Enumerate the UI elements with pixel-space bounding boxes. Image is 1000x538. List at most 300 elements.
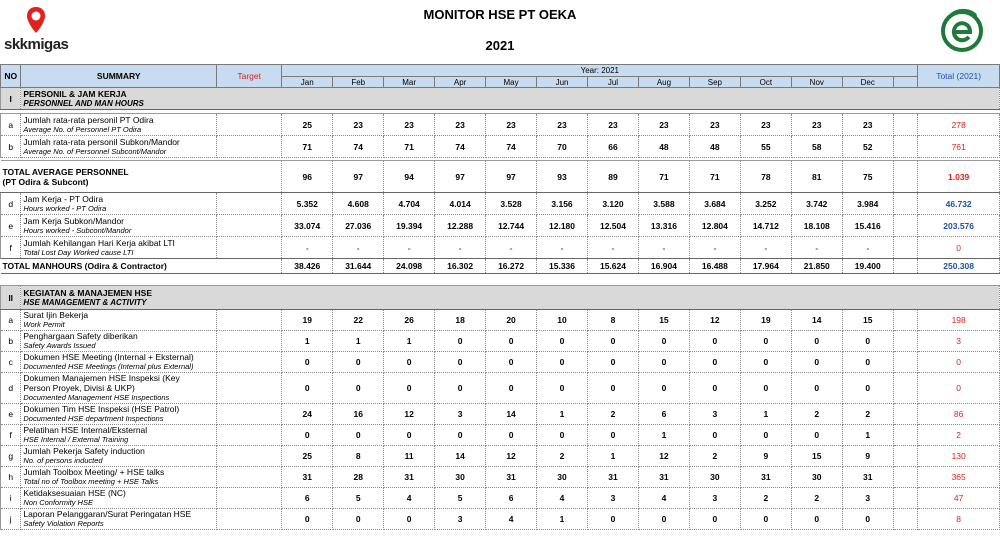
month-value: 1 bbox=[842, 425, 893, 446]
month-value: 30 bbox=[537, 467, 588, 488]
month-value: 75 bbox=[842, 161, 893, 193]
row-sublabel: Documented HSE Meetings (Internal plus External) bbox=[23, 362, 194, 371]
month-value: 3.156 bbox=[537, 193, 588, 215]
month-value: 3.120 bbox=[588, 193, 639, 215]
month-value: 31 bbox=[842, 467, 893, 488]
month-header: Dec bbox=[842, 77, 893, 88]
hse-summary-table bbox=[0, 64, 1000, 530]
month-value: 8 bbox=[333, 446, 384, 467]
month-header: Jun bbox=[537, 77, 588, 88]
month-value: 8 bbox=[588, 310, 639, 331]
row-sublabel: Hours worked - Subcont/Mandor bbox=[23, 225, 132, 235]
month-value: 0 bbox=[791, 331, 842, 352]
month-value: 0 bbox=[282, 509, 333, 530]
month-value: 3.528 bbox=[486, 193, 537, 215]
month-value: 0 bbox=[486, 425, 537, 446]
month-value: 25 bbox=[282, 446, 333, 467]
row-sublabel: Hours worked - PT Odira bbox=[23, 203, 107, 213]
month-value: 5 bbox=[435, 488, 486, 509]
target-cell bbox=[217, 373, 282, 404]
row-label: Ketidaksesuaian HSE (NC) bbox=[23, 488, 126, 498]
month-value: 0 bbox=[689, 509, 740, 530]
month-value: 0 bbox=[588, 509, 639, 530]
month-value: 14 bbox=[486, 404, 537, 425]
month-header: Apr bbox=[435, 77, 486, 88]
month-value: 9 bbox=[842, 446, 893, 467]
month-value: 70 bbox=[537, 136, 588, 158]
month-value: 96 bbox=[282, 161, 333, 193]
row-label: Jam Kerja - PT Odira bbox=[23, 193, 104, 204]
row-sublabel: Total Lost Day Worked cause LTI bbox=[23, 247, 134, 257]
month-value: 48 bbox=[689, 136, 740, 158]
month-value: 0 bbox=[384, 509, 435, 530]
spacer-cell bbox=[893, 509, 918, 530]
month-value: 0 bbox=[740, 331, 791, 352]
month-value: 0 bbox=[537, 425, 588, 446]
month-value: 12 bbox=[638, 446, 689, 467]
month-value: 0 bbox=[282, 373, 333, 404]
row-total: 761 bbox=[918, 136, 1000, 158]
row-total: 3 bbox=[918, 331, 1000, 352]
spacer-cell bbox=[893, 237, 918, 259]
spacer-cell bbox=[893, 259, 918, 274]
row-label-cell bbox=[21, 237, 217, 259]
month-value: 55 bbox=[740, 136, 791, 158]
month-value: 31 bbox=[282, 467, 333, 488]
row-label-cell bbox=[21, 136, 217, 158]
month-value: 4 bbox=[537, 488, 588, 509]
month-value: 11 bbox=[384, 446, 435, 467]
month-value: 0 bbox=[333, 352, 384, 373]
row-letter: e bbox=[1, 215, 21, 237]
month-value: 23 bbox=[842, 114, 893, 136]
section-subtitle: PERSONNEL AND MAN HOURS bbox=[23, 99, 144, 108]
month-header: Sep bbox=[689, 77, 740, 88]
row-label: Laporan Pelanggaran/Surat Peringatan HSE bbox=[23, 509, 192, 519]
month-value: 1 bbox=[384, 331, 435, 352]
table-row bbox=[1, 404, 1000, 425]
row-sublabel: Total no of Toolbox meeting + HSE Talks bbox=[23, 477, 159, 486]
month-value: 81 bbox=[791, 161, 842, 193]
month-header: Jan bbox=[282, 77, 333, 88]
month-value: 6 bbox=[638, 404, 689, 425]
month-value: 1 bbox=[333, 331, 384, 352]
month-value: 0 bbox=[435, 373, 486, 404]
row-total: 365 bbox=[918, 467, 1000, 488]
month-value: 38.426 bbox=[282, 259, 333, 274]
month-value: 3.252 bbox=[740, 193, 791, 215]
month-value: 0 bbox=[740, 373, 791, 404]
month-value: 23 bbox=[333, 114, 384, 136]
row-letter: b bbox=[1, 331, 21, 352]
table-row bbox=[1, 352, 1000, 373]
month-value: 0 bbox=[588, 425, 639, 446]
month-value: 71 bbox=[384, 136, 435, 158]
target-cell bbox=[217, 352, 282, 373]
month-value: 71 bbox=[638, 161, 689, 193]
spacer-cell bbox=[893, 161, 918, 193]
month-value: 13.316 bbox=[638, 215, 689, 237]
spacer-cell bbox=[893, 331, 918, 352]
month-value: 30 bbox=[435, 467, 486, 488]
table-row bbox=[1, 136, 1000, 158]
month-value: 31 bbox=[638, 467, 689, 488]
row-letter: b bbox=[1, 136, 21, 158]
month-value: 25 bbox=[282, 114, 333, 136]
total-label-cell bbox=[1, 259, 282, 274]
row-total: 203.576 bbox=[918, 215, 1000, 237]
month-value: 93 bbox=[537, 161, 588, 193]
month-value: 0 bbox=[486, 352, 537, 373]
month-value: 3.684 bbox=[689, 193, 740, 215]
month-value: 3 bbox=[435, 509, 486, 530]
month-value: 28 bbox=[333, 467, 384, 488]
table-row bbox=[1, 488, 1000, 509]
row-sublabel: Average No. of Personnel Subcont/Mandor bbox=[23, 146, 167, 156]
month-value: 0 bbox=[740, 425, 791, 446]
month-value: 20 bbox=[486, 310, 537, 331]
month-value: 1 bbox=[537, 509, 588, 530]
month-value: - bbox=[486, 237, 537, 259]
row-letter: d bbox=[1, 193, 21, 215]
month-value: 0 bbox=[588, 373, 639, 404]
month-value: 0 bbox=[588, 352, 639, 373]
col-no-header: NO bbox=[1, 65, 21, 88]
table-row bbox=[1, 446, 1000, 467]
report-year: 2021 bbox=[485, 38, 515, 53]
section-subtitle: HSE MANAGEMENT & ACTIVITY bbox=[23, 298, 147, 307]
month-value: 66 bbox=[588, 136, 639, 158]
month-value: 10 bbox=[537, 310, 588, 331]
month-value: - bbox=[537, 237, 588, 259]
table-row bbox=[1, 373, 1000, 404]
row-letter: d bbox=[1, 373, 21, 404]
target-cell bbox=[217, 136, 282, 158]
row-total: 47 bbox=[918, 488, 1000, 509]
spacer-cell bbox=[893, 467, 918, 488]
row-total: 1.039 bbox=[918, 161, 1000, 193]
month-value: 89 bbox=[588, 161, 639, 193]
row-total: 46.732 bbox=[918, 193, 1000, 215]
table-row bbox=[1, 193, 1000, 215]
row-label: Pelatihan HSE Internal/Eksternal bbox=[23, 425, 148, 435]
table-row bbox=[1, 259, 1000, 274]
month-value: 97 bbox=[486, 161, 537, 193]
month-value: 0 bbox=[537, 373, 588, 404]
month-value: 12.288 bbox=[435, 215, 486, 237]
row-letter: f bbox=[1, 237, 21, 259]
brand-name: skkmigas bbox=[4, 36, 69, 53]
month-value: 58 bbox=[791, 136, 842, 158]
month-value: 0 bbox=[333, 425, 384, 446]
row-letter: j bbox=[1, 509, 21, 530]
month-value: 1 bbox=[537, 404, 588, 425]
target-cell bbox=[217, 446, 282, 467]
month-value: 3.984 bbox=[842, 193, 893, 215]
month-value: 23 bbox=[588, 114, 639, 136]
month-value: 24.098 bbox=[384, 259, 435, 274]
row-label-cell bbox=[21, 446, 217, 467]
month-value: 30 bbox=[689, 467, 740, 488]
month-value: 0 bbox=[842, 373, 893, 404]
row-label-cell bbox=[21, 114, 217, 136]
row-sublabel: Documented HSE department Inspections bbox=[23, 414, 164, 423]
row-total: 130 bbox=[918, 446, 1000, 467]
row-label: Jumlah rata-rata personil PT Odira bbox=[23, 114, 154, 125]
table-row bbox=[1, 310, 1000, 331]
section-title-cell bbox=[21, 286, 1000, 310]
month-value: 0 bbox=[435, 331, 486, 352]
row-sublabel: HSE Internal / External Training bbox=[23, 435, 129, 444]
month-value: 21.850 bbox=[791, 259, 842, 274]
month-value: 3 bbox=[435, 404, 486, 425]
month-value: 5.352 bbox=[282, 193, 333, 215]
month-value: 2 bbox=[740, 488, 791, 509]
month-header: Jul bbox=[588, 77, 639, 88]
row-total: 198 bbox=[918, 310, 1000, 331]
month-value: 12.744 bbox=[486, 215, 537, 237]
spacer-cell bbox=[893, 373, 918, 404]
month-value: 15.336 bbox=[537, 259, 588, 274]
month-value: 5 bbox=[333, 488, 384, 509]
spacer-cell bbox=[893, 193, 918, 215]
month-value: - bbox=[384, 237, 435, 259]
month-value: 33.074 bbox=[282, 215, 333, 237]
month-value: 14 bbox=[435, 446, 486, 467]
month-value: 23 bbox=[689, 114, 740, 136]
row-label: Penghargaan Safety diberikan bbox=[23, 331, 138, 341]
month-value: 27.036 bbox=[333, 215, 384, 237]
month-value: 31 bbox=[740, 467, 791, 488]
table-row bbox=[1, 425, 1000, 446]
month-value: 0 bbox=[384, 425, 435, 446]
row-sublabel: No. of persons inducted bbox=[23, 456, 103, 465]
month-value: 31 bbox=[486, 467, 537, 488]
row-label-cell bbox=[21, 425, 217, 446]
month-value: 78 bbox=[740, 161, 791, 193]
month-value: 15 bbox=[791, 446, 842, 467]
month-value: 0 bbox=[638, 352, 689, 373]
target-cell bbox=[217, 310, 282, 331]
row-total: 86 bbox=[918, 404, 1000, 425]
month-value: 3.588 bbox=[638, 193, 689, 215]
target-cell bbox=[217, 467, 282, 488]
row-label: Surat Ijin Bekerja bbox=[23, 310, 89, 320]
target-cell bbox=[217, 404, 282, 425]
section-title-cell bbox=[21, 88, 1000, 110]
month-value: 15.624 bbox=[588, 259, 639, 274]
month-header: May bbox=[486, 77, 537, 88]
month-value: 16.272 bbox=[486, 259, 537, 274]
row-label-cell bbox=[21, 215, 217, 237]
target-cell bbox=[217, 509, 282, 530]
section-title: PERSONIL & JAM KERJA bbox=[23, 89, 127, 99]
table-row bbox=[1, 161, 1000, 193]
row-letter: g bbox=[1, 446, 21, 467]
month-value: 3 bbox=[842, 488, 893, 509]
month-value: 3 bbox=[588, 488, 639, 509]
table-row bbox=[1, 509, 1000, 530]
section-header-row bbox=[1, 88, 1000, 110]
month-value: 17.964 bbox=[740, 259, 791, 274]
spacer-cell bbox=[893, 114, 918, 136]
month-value: 4.608 bbox=[333, 193, 384, 215]
month-header: Aug bbox=[638, 77, 689, 88]
month-value: 0 bbox=[842, 509, 893, 530]
report-header bbox=[0, 0, 1000, 64]
month-value: 18 bbox=[435, 310, 486, 331]
row-letter: a bbox=[1, 310, 21, 331]
month-value: 15.416 bbox=[842, 215, 893, 237]
month-value: 1 bbox=[740, 404, 791, 425]
month-value: 16.488 bbox=[689, 259, 740, 274]
row-label-cell bbox=[21, 193, 217, 215]
month-value: 23 bbox=[384, 114, 435, 136]
row-total: 250.308 bbox=[918, 259, 1000, 274]
row-label-cell bbox=[21, 404, 217, 425]
month-value: 23 bbox=[486, 114, 537, 136]
month-value: 0 bbox=[740, 509, 791, 530]
month-value: 14 bbox=[791, 310, 842, 331]
month-value: 12.180 bbox=[537, 215, 588, 237]
target-cell bbox=[217, 193, 282, 215]
month-value: 2 bbox=[537, 446, 588, 467]
total-label-cell bbox=[1, 161, 282, 193]
month-value: - bbox=[740, 237, 791, 259]
target-cell bbox=[217, 425, 282, 446]
row-label-cell bbox=[21, 310, 217, 331]
spacer-cell bbox=[893, 404, 918, 425]
row-label-cont: Person Proyek, Divisi & UKP) bbox=[23, 383, 135, 393]
month-value: 1 bbox=[282, 331, 333, 352]
row-sublabel: Safety Violation Reports bbox=[23, 519, 104, 528]
spacer-cell bbox=[893, 352, 918, 373]
month-header: Nov bbox=[791, 77, 842, 88]
month-value: 4.704 bbox=[384, 193, 435, 215]
month-value: 0 bbox=[435, 425, 486, 446]
month-value: 31 bbox=[588, 467, 639, 488]
row-label-cell bbox=[21, 352, 217, 373]
month-header-spacer bbox=[893, 77, 918, 88]
month-value: 0 bbox=[282, 352, 333, 373]
row-sublabel: Documented Management HSE Inspections bbox=[23, 393, 170, 402]
col-year-header: Year: 2021 bbox=[282, 65, 918, 77]
month-value: 31.644 bbox=[333, 259, 384, 274]
row-sublabel: Non Conformity HSE bbox=[23, 498, 93, 507]
row-total: 0 bbox=[918, 352, 1000, 373]
total-sublabel: (PT Odira & Subcont) bbox=[2, 176, 89, 187]
month-value: 0 bbox=[537, 352, 588, 373]
row-label: Jumlah rata-rata personil Subkon/Mandor bbox=[23, 136, 180, 147]
row-letter: h bbox=[1, 467, 21, 488]
month-value: 12.504 bbox=[588, 215, 639, 237]
row-label-cell bbox=[21, 509, 217, 530]
month-value: - bbox=[842, 237, 893, 259]
row-letter: i bbox=[1, 488, 21, 509]
target-cell bbox=[217, 237, 282, 259]
month-value: - bbox=[791, 237, 842, 259]
month-value: - bbox=[282, 237, 333, 259]
row-total: 2 bbox=[918, 425, 1000, 446]
spacer-cell bbox=[893, 310, 918, 331]
month-value: 0 bbox=[638, 373, 689, 404]
month-value: 19.400 bbox=[842, 259, 893, 274]
row-label: Dokumen HSE Meeting (Internal + Eksternal) bbox=[23, 352, 194, 362]
month-header: Feb bbox=[333, 77, 384, 88]
month-value: 16.904 bbox=[638, 259, 689, 274]
row-letter: a bbox=[1, 114, 21, 136]
month-value: 74 bbox=[486, 136, 537, 158]
month-value: 94 bbox=[384, 161, 435, 193]
month-value: 0 bbox=[740, 352, 791, 373]
month-value: 23 bbox=[537, 114, 588, 136]
col-summary-header: SUMMARY bbox=[21, 65, 217, 88]
row-label-cell bbox=[21, 373, 217, 404]
month-value: 71 bbox=[282, 136, 333, 158]
month-value: 0 bbox=[333, 373, 384, 404]
page-title: MONITOR HSE PT OEKA bbox=[423, 7, 577, 22]
month-value: 4 bbox=[486, 509, 537, 530]
table-row bbox=[1, 215, 1000, 237]
month-value: 4 bbox=[384, 488, 435, 509]
month-header: Oct bbox=[740, 77, 791, 88]
total-label: TOTAL AVERAGE PERSONNEL bbox=[2, 166, 129, 177]
spacer-cell bbox=[893, 425, 918, 446]
month-value: 74 bbox=[435, 136, 486, 158]
table-row bbox=[1, 114, 1000, 136]
month-value: 71 bbox=[689, 161, 740, 193]
section-header-row bbox=[1, 286, 1000, 310]
target-cell bbox=[217, 488, 282, 509]
month-value: - bbox=[638, 237, 689, 259]
month-header: Mar bbox=[384, 77, 435, 88]
row-letter: c bbox=[1, 352, 21, 373]
month-value: 12 bbox=[384, 404, 435, 425]
month-value: 3 bbox=[689, 488, 740, 509]
month-value: 6 bbox=[486, 488, 537, 509]
month-value: 0 bbox=[638, 509, 689, 530]
month-value: 1 bbox=[588, 446, 639, 467]
month-value: 0 bbox=[384, 373, 435, 404]
row-letter: f bbox=[1, 425, 21, 446]
row-label-cell bbox=[21, 467, 217, 488]
month-value: 0 bbox=[689, 425, 740, 446]
row-sublabel: Safety Awards Issued bbox=[23, 341, 96, 350]
row-label: Jam Kerja Subkon/Mandor bbox=[23, 215, 125, 226]
section-number: II bbox=[1, 286, 21, 310]
month-value: 0 bbox=[638, 331, 689, 352]
month-value: 12 bbox=[689, 310, 740, 331]
month-value: 16 bbox=[333, 404, 384, 425]
month-value: 15 bbox=[638, 310, 689, 331]
spacer-cell bbox=[893, 488, 918, 509]
col-total-header: Total (2021) bbox=[918, 65, 1000, 88]
month-value: 9 bbox=[740, 446, 791, 467]
row-sublabel: Average No. of Personnel PT Odira bbox=[23, 124, 142, 134]
month-value: 23 bbox=[791, 114, 842, 136]
month-value: 2 bbox=[791, 488, 842, 509]
month-value: 4.014 bbox=[435, 193, 486, 215]
row-label: Dokumen Manajemen HSE Inspeksi (Key bbox=[23, 373, 180, 383]
month-value: 3 bbox=[689, 404, 740, 425]
month-value: 16.302 bbox=[435, 259, 486, 274]
target-cell bbox=[217, 114, 282, 136]
month-value: 0 bbox=[588, 331, 639, 352]
month-value: 2 bbox=[689, 446, 740, 467]
target-cell bbox=[217, 215, 282, 237]
table-row bbox=[1, 237, 1000, 259]
month-value: 1 bbox=[638, 425, 689, 446]
